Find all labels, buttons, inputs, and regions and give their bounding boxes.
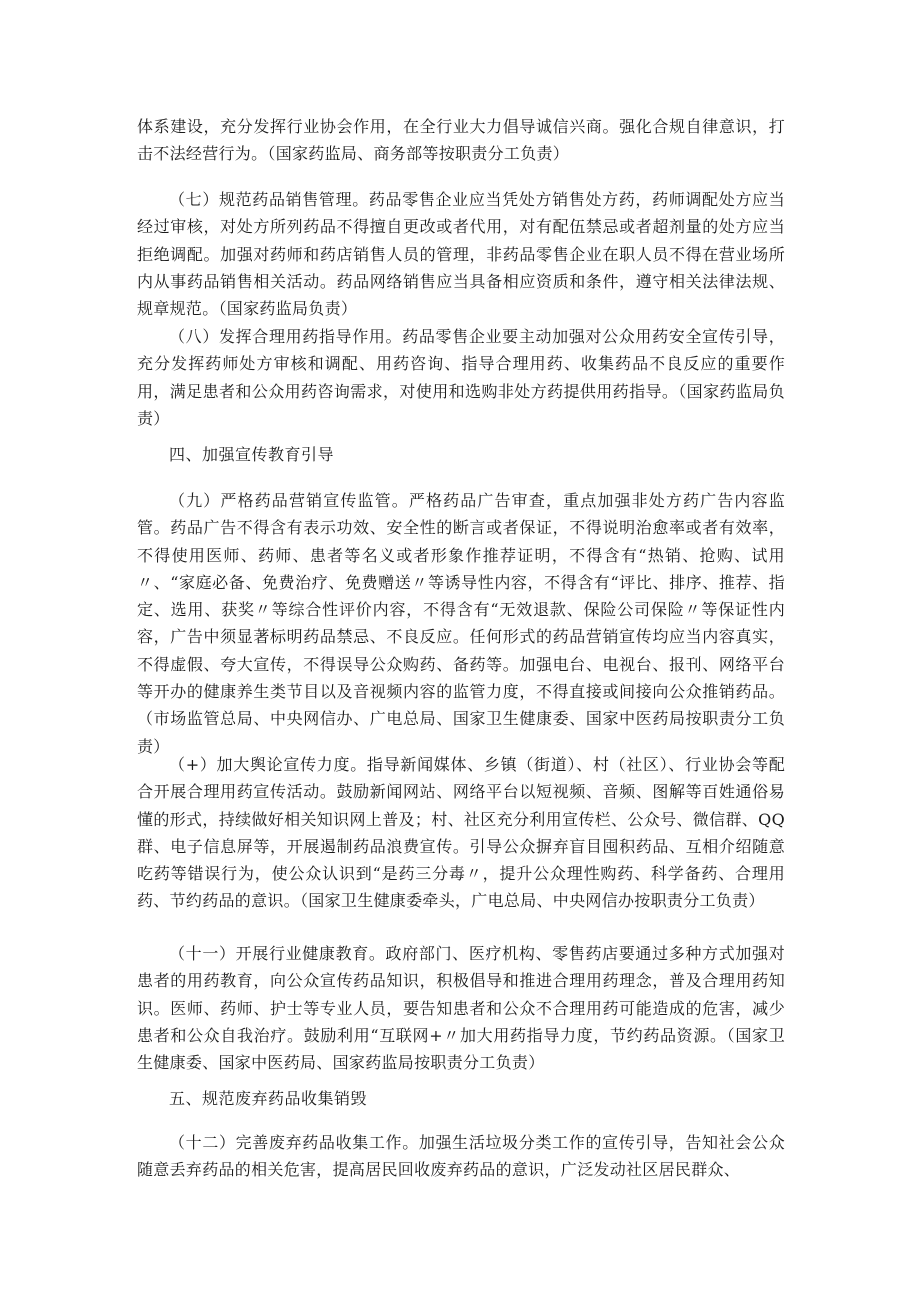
paragraph-7-sales-management: （七）规范药品销售管理。药品零售企业应当凭处方销售处方药，药师调配处方应当经过审核，对处方所列药品不得擅自更改或者代用，对有配伍禁忌或者超剂量的处方应当拒绝调配。加强对药师和药店销售人员的管理，非药品零售企业在职人员不得在营业场所内从事药品销售相关活动。药品网络销售应当具备相应资质和条件，遵守相关法律法规、规章规范。（国家药监局负责）: [137, 190, 785, 319]
paragraph-11-health-education: （十一）开展行业健康教育。政府部门、医疗机构、零售药店要通过多种方式加强对患者的用药教育，向公众宣传药品知识，积极倡导和推进合理用药理念，普及合理用药知识。医师、药师、护士等专业人员，要告知患者和公众不合理用药可能造成的危害，减少患者和公众自我治疗。鼓励利用“互联网+〃加大用药指导力度，节约药品资源。（国家卫生健康委、国家中医药局、国家药监局按职责分工负责）: [137, 944, 785, 1073]
paragraph-industry-integrity: 体系建设，充分发挥行业协会作用，在全行业大力倡导诚信兴商。强化合规自律意识，打击不法经营行为。（国家药监局、商务部等按职责分工负责）: [137, 117, 785, 164]
paragraph-9-marketing-supervision: （九）严格药品营销宣传监管。严格药品广告审查，重点加强非处方药广告内容监管。药品广告不得含有表示功效、安全性的断言或者保证，不得说明治愈率或者有效率，不得使用医师、药师、患者等名义或者形象作推荐证明，不得含有“热销、抢购、试用〃、“家庭必备、免费治疗、免费赠送〃等诱导性内容，不得含有“评比、排序、推荐、指定、选用、获奖〃等综合性评价内容，不得含有“无效退款、保险公司保险〃等保证性内容，广告中须显著标明药品禁忌、不良反应。任何形式的药品营销宣传均应当内容真实，不得虚假、夸大宣传，不得误导公众购药、备药等。加强电台、电视台、报刊、网络平台等开办的健康养生类节目以及音视频内容的监管力度，不得直接或间接向公众推销药品。（市场监管总局、中央网信办、广电总局、国家卫生健康委、国家中医药局按职责分工负责）: [137, 491, 785, 756]
paragraph-8-rational-drug-guidance: （八）发挥合理用药指导作用。药品零售企业要主动加强对公众用药安全宣传引导，充分发挥药师处方审核和调配、用药咨询、指导合理用药、收集药品不良反应的重要作用，满足患者和公众用药咨询需求，对使用和选购非处方药提供用药指导。（国家药监局负责）: [137, 327, 785, 428]
paragraph-12-waste-collection: （十二）完善废弃药品收集工作。加强生活垃圾分类工作的宣传引导，告知社会公众随意丢弃药品的相关危害，提高居民回收废弃药品的意识，广泛发动社区居民群众、: [137, 1133, 785, 1180]
paragraph-10-public-opinion: （+）加大舆论宣传力度。指导新闻媒体、乡镇（街道）、村（社区）、行业协会等配合开展合理用药宣传活动。鼓励新闻网站、网络平台以短视频、音频、图解等百姓通俗易懂的形式，持续做好相关知识网上普及；村、社区充分利用宣传栏、公众号、微信群、QQ群、电子信息屏等，开展遏制药品浪费宣传。引导公众摒弃盲目囤积药品、互相介绍随意吃药等错误行为，使公众认识到“是药三分毒〃，提升公众理性购药、科学备药、合理用药、节约药品的意识。（国家卫生健康委牵头，广电总局、中央网信办按职责分工负责）: [137, 755, 785, 911]
section-heading-4: 四、加强宣传教育引导: [169, 445, 335, 464]
section-heading-5: 五、规范废弃药品收集销毁: [169, 1089, 368, 1108]
